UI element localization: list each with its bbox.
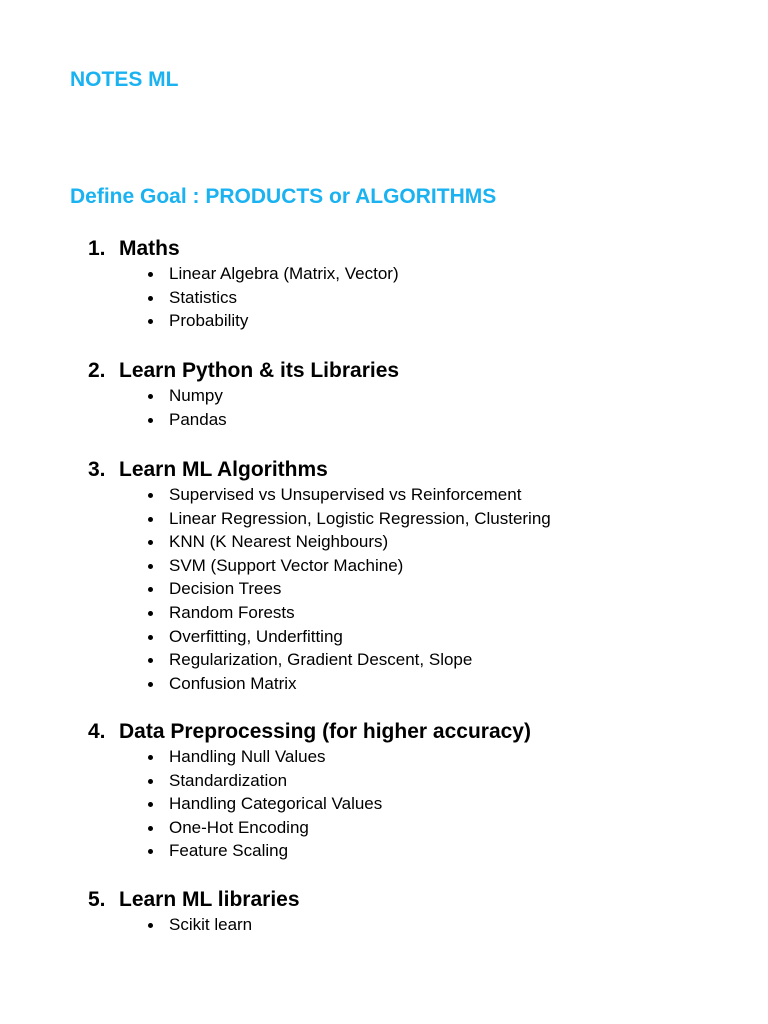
section-title: Data Preprocessing (for higher accuracy) <box>119 720 531 743</box>
section-number: 5. <box>88 888 106 911</box>
bullet-icon <box>148 658 153 663</box>
bullet-icon <box>148 923 153 928</box>
list-item-text: Numpy <box>169 386 223 405</box>
bullet-icon <box>148 849 153 854</box>
list-item-text: Supervised vs Unsupervised vs Reinforcement <box>169 485 522 504</box>
bullet-icon <box>148 802 153 807</box>
list-item-text: Decision Trees <box>169 579 282 599</box>
list-item-text: Statistics <box>169 287 238 307</box>
bullet-icon <box>148 394 153 399</box>
list-item-text: Probability <box>169 311 249 331</box>
bullet-icon <box>148 635 153 640</box>
bullet-icon <box>148 319 153 324</box>
list-item-text: Linear Algebra (Matrix, Vector) <box>169 264 399 283</box>
goal-heading: Define Goal : PRODUCTS or ALGORITHMS <box>70 185 497 208</box>
section-title: Learn ML Algorithms <box>119 458 328 481</box>
list-item-text: One-Hot Encoding <box>169 817 309 837</box>
list-item-text: Handling Categorical Values <box>169 794 383 814</box>
section-title: Learn Python & its Libraries <box>119 359 400 382</box>
bullet-icon <box>148 826 153 831</box>
list-item-text: Confusion Matrix <box>169 673 297 693</box>
list-item-text: Scikit learn <box>169 915 253 934</box>
list-item-text: Pandas <box>169 409 227 429</box>
list-item-text: Random Forests <box>169 602 295 622</box>
bullet-icon <box>148 540 153 545</box>
bullet-icon <box>148 564 153 569</box>
bullet-icon <box>148 493 153 498</box>
bullet-icon <box>148 779 153 784</box>
list-item-text: Overfitting, Underfitting <box>169 626 343 646</box>
section-number: 2. <box>88 359 106 382</box>
bullet-icon <box>148 272 153 277</box>
bullet-icon <box>148 755 153 760</box>
bullet-icon <box>148 611 153 616</box>
bullet-icon <box>148 296 153 301</box>
section-number: 1. <box>88 237 106 260</box>
list-item-text: Linear Regression, Logistic Regression, Clustering <box>169 508 551 528</box>
document-title: NOTES ML <box>70 68 179 91</box>
bullet-icon <box>148 418 153 423</box>
section-title: Learn ML libraries <box>119 888 300 911</box>
section-number: 3. <box>88 458 106 481</box>
section-number: 4. <box>88 720 106 743</box>
bullet-icon <box>148 682 153 687</box>
bullet-icon <box>148 517 153 522</box>
list-item-text: Standardization <box>169 770 288 790</box>
list-item-text: Regularization, Gradient Descent, Slope <box>169 650 473 670</box>
section-title: Maths <box>119 237 180 260</box>
bullet-icon <box>148 587 153 592</box>
list-item-text: SVM (Support Vector Machine) <box>169 555 404 575</box>
list-item-text: KNN (K Nearest Neighbours) <box>169 532 389 552</box>
list-item-text: Feature Scaling <box>169 841 289 861</box>
list-item-text: Handling Null Values <box>169 747 326 766</box>
